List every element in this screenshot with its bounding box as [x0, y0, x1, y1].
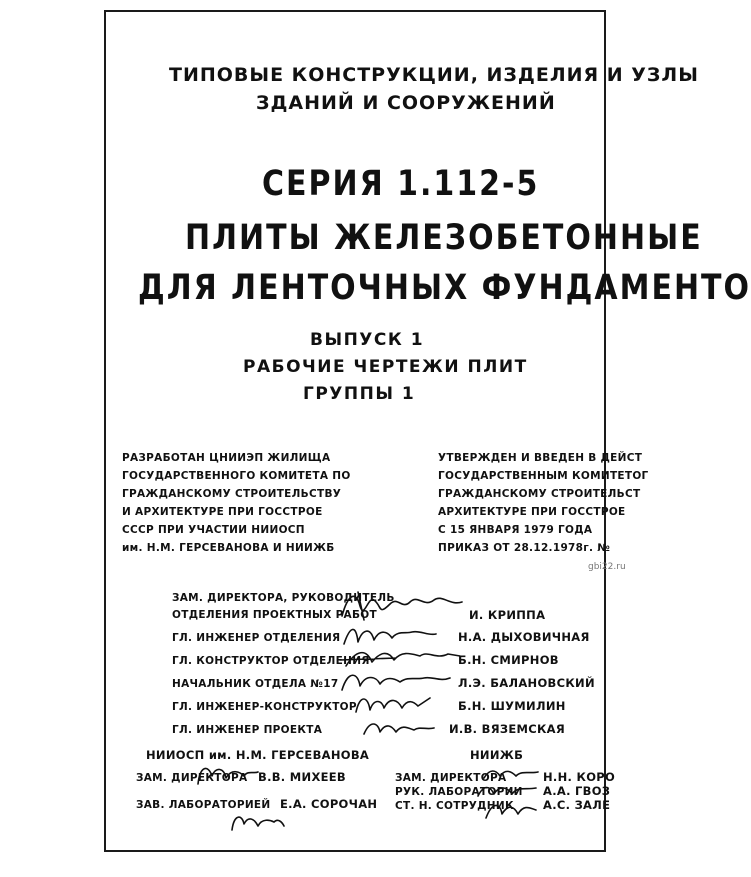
signatory-role: ГЛ. ИНЖЕНЕР ОТДЕЛЕНИЯ	[172, 632, 341, 644]
header-line-2: ЗДАНИЙ И СООРУЖЕНИЙ	[256, 92, 556, 114]
header-line-1: ТИПОВЫЕ КОНСТРУКЦИИ, ИЗДЕЛИЯ И УЗЛЫ	[169, 64, 699, 86]
signatory-name: Б.Н. ШУМИЛИН	[458, 699, 566, 713]
developed-line: ГОСУДАРСТВЕННОГО КОМИТЕТА ПО	[122, 470, 351, 482]
signatory-name: И.В. ВЯЗЕМСКАЯ	[449, 722, 566, 736]
issue-number: ВЫПУСК 1	[310, 330, 425, 350]
issue-subtitle: РАБОЧИЕ ЧЕРТЕЖИ ПЛИТ	[243, 357, 528, 377]
niiosp-role: ЗАМ. ДИРЕКТОРА	[136, 772, 248, 784]
approved-line: С 15 ЯНВАРЯ 1979 ГОДА	[438, 524, 593, 536]
niiosp-title: НИИОСП им. Н.М. ГЕРСЕВАНОВА	[146, 748, 370, 762]
signatory-role: ГЛ. ИНЖЕНЕР ПРОЕКТА	[172, 724, 323, 736]
signatory-role: НАЧАЛЬНИК ОТДЕЛА №17	[172, 678, 339, 690]
title-name-2: ДЛЯ ЛЕНТОЧНЫХ ФУНДАМЕНТО	[138, 268, 751, 309]
signatory-role: ГЛ. КОНСТРУКТОР ОТДЕЛЕНИЯ	[172, 655, 370, 667]
title-name-1: ПЛИТЫ ЖЕЛЕЗОБЕТОННЫЕ	[185, 218, 703, 259]
niizhb-role: ЗАМ. ДИРЕКТОРА	[395, 772, 507, 784]
signatory-name: Н.А. ДЫХОВИЧНАЯ	[458, 630, 590, 644]
niizhb-name: А.А. ГВОЗ	[543, 784, 611, 798]
developed-line: РАЗРАБОТАН ЦНИИЭП ЖИЛИЩА	[122, 452, 331, 464]
handwritten-signature	[482, 796, 540, 824]
niizhb-name: А.С. ЗАЛЕ	[543, 798, 611, 812]
niizhb-role: РУК. ЛАБОРАТОРИИ	[395, 786, 523, 798]
signatory-role: ГЛ. ИНЖЕНЕР-КОНСТРУКТОР	[172, 701, 357, 713]
approved-line: ГОСУДАРСТВЕННЫМ КОМИТЕТОГ	[438, 470, 649, 482]
series-title: СЕРИЯ 1.112-5	[262, 164, 540, 205]
niiosp-name: Е.А. СОРОЧАН	[280, 797, 378, 811]
handwritten-signature	[192, 760, 262, 790]
approved-line: ПРИКАЗ ОТ 28.12.1978г. №	[438, 542, 611, 554]
niizhb-role: СТ. Н. СОТРУДНИК	[395, 800, 514, 812]
issue-group: ГРУППЫ 1	[303, 384, 416, 404]
signatory-name: И. КРИППА	[469, 608, 546, 622]
niizhb-title: НИИЖБ	[470, 748, 524, 762]
signatory-name: Б.Н. СМИРНОВ	[458, 653, 559, 667]
niiosp-role: ЗАВ. ЛАБОРАТОРИЕЙ	[136, 799, 271, 811]
developed-line: СССР ПРИ УЧАСТИИ НИИОСП	[122, 524, 305, 536]
signatory-role: ЗАМ. ДИРЕКТОРА, РУКОВОДИТЕЛЬ	[172, 592, 395, 604]
handwritten-signature	[226, 808, 286, 838]
developed-line: им. Н.М. ГЕРСЕВАНОВА И НИИЖБ	[122, 542, 335, 554]
niizhb-name: Н.Н. КОРО	[543, 770, 616, 784]
developed-line: И АРХИТЕКТУРЕ ПРИ ГОССТРОЕ	[122, 506, 323, 518]
developed-line: ГРАЖДАНСКОМУ СТРОИТЕЛЬСТВУ	[122, 488, 342, 500]
signatory-name: Л.Э. БАЛАНОВСКИЙ	[458, 676, 595, 690]
signatory-role: ОТДЕЛЕНИЯ ПРОЕКТНЫХ РАБОТ	[172, 609, 377, 621]
approved-line: УТВЕРЖДЕН И ВВЕДЕН В ДЕЙСТ	[438, 452, 643, 464]
approved-line: АРХИТЕКТУРЕ ПРИ ГОССТРОЕ	[438, 506, 626, 518]
niiosp-name: В.В. МИХЕЕВ	[258, 770, 346, 784]
site-watermark: gbi22.ru	[588, 562, 626, 572]
approved-line: ГРАЖДАНСКОМУ СТРОИТЕЛЬСТ	[438, 488, 641, 500]
handwritten-signature	[360, 714, 440, 744]
